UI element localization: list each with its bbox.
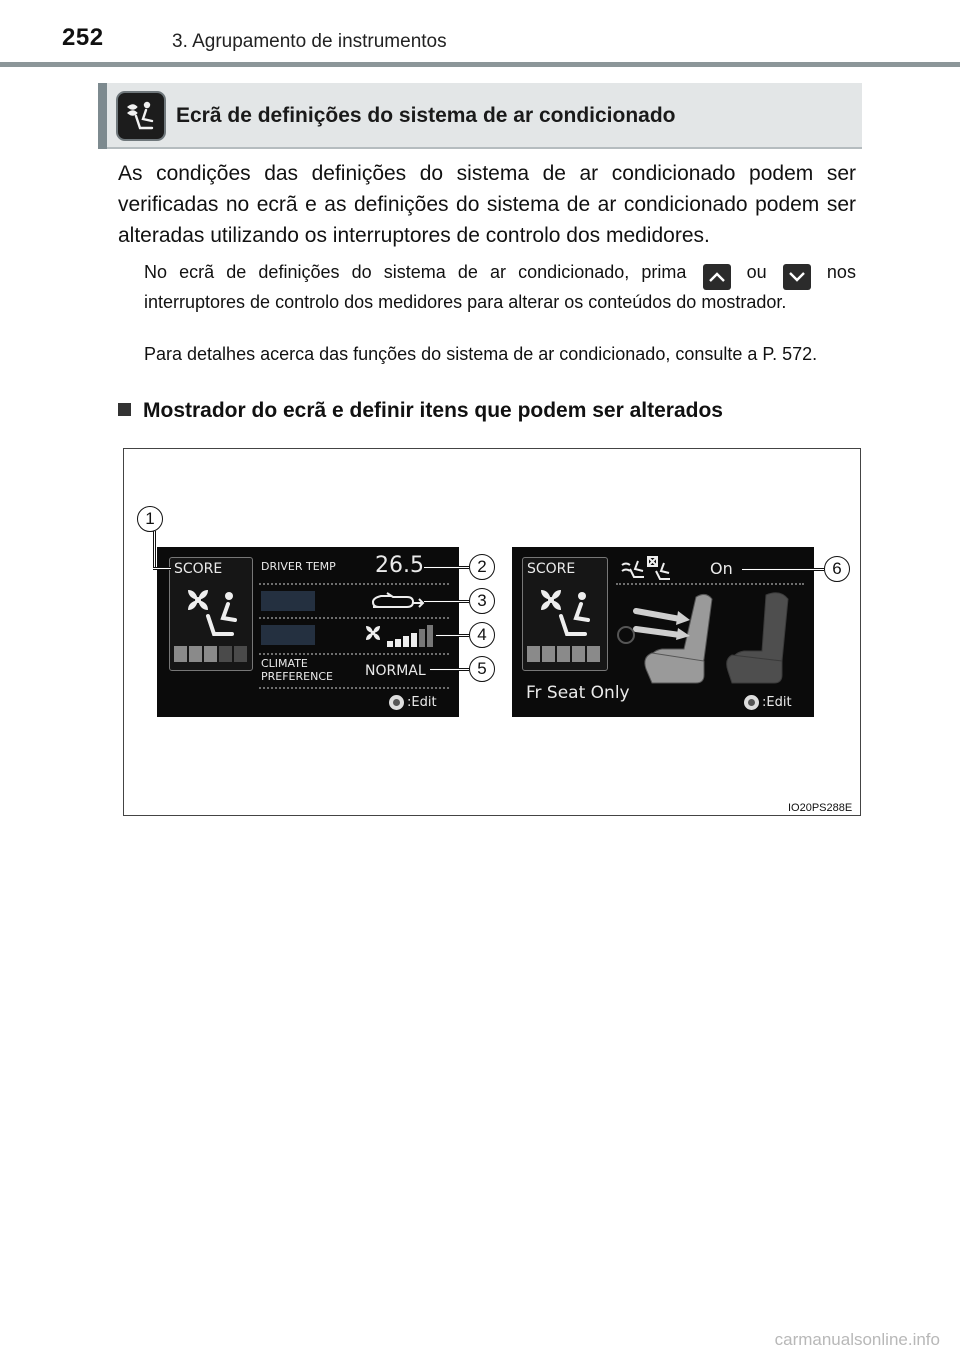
display-screen-settings: [157, 547, 459, 717]
score-segment: [587, 646, 600, 662]
callout-leader-1: [153, 531, 156, 569]
edit-hint: [744, 695, 792, 710]
callout-3: 3: [469, 588, 495, 614]
seat-airflow-icon: [620, 555, 678, 581]
note-paragraph-1: [144, 260, 856, 315]
climate-seat-icon: [116, 91, 166, 141]
callout-2: 2: [469, 554, 495, 580]
intro-paragraph: As condições das definições do sistema de ar condicionado podem ser verificadas no ecrã e as definições do sistema de ar condicionado podem ser alteradas utilizando os interruptores de controlo dos medidores.: [118, 162, 856, 247]
climate-label-line2: PREFERENCE: [261, 670, 333, 683]
callout-leader-5: [430, 668, 469, 671]
score-segment: [557, 646, 570, 662]
section-accent-bar: [98, 83, 107, 149]
fan-seat-icon: [535, 584, 597, 640]
watermark: carmanualsonline.info: [774, 1330, 940, 1349]
blank-field: [261, 625, 315, 645]
score-segment: [527, 646, 540, 662]
recirculation-icon: [369, 591, 425, 613]
callout-leader-1: [153, 567, 171, 570]
callout-4: 4: [469, 622, 495, 648]
score-segment: [542, 646, 555, 662]
score-segment: [204, 646, 217, 662]
score-segment: [234, 646, 247, 662]
blank-field: [261, 591, 315, 611]
subheading: [118, 399, 723, 423]
score-segment: [174, 646, 187, 662]
subheading-text: Mostrador do ecrã e definir itens que podem ser alterados: [143, 399, 723, 422]
score-label: SCORE: [174, 561, 223, 577]
figure-code: IO20PS288E: [788, 802, 853, 814]
divider: [259, 583, 449, 585]
dial-icon: [389, 695, 404, 710]
callout-leader-4: [436, 634, 469, 637]
note1-text-or: ou: [746, 262, 767, 282]
fan-speed-icon: [363, 621, 437, 649]
score-panel: [522, 557, 608, 671]
driver-temp-label: DRIVER TEMP: [261, 560, 336, 573]
score-segment: [572, 646, 585, 662]
up-button-icon: [703, 264, 731, 290]
edit-hint: [389, 695, 437, 710]
climate-value: NORMAL: [365, 663, 426, 679]
dial-icon: [744, 695, 759, 710]
section-title: Ecrã de definições do sistema de ar condicionado: [176, 104, 676, 127]
note1-text-after: nos interruptores de controlo dos medidores para alterar os conteúdos do mostrador.: [144, 262, 856, 312]
down-button-icon: [783, 264, 811, 290]
seat-illustration: [616, 589, 808, 687]
edit-label: :Edit: [407, 695, 437, 710]
header-rule: [0, 62, 960, 67]
note-paragraph-2: Para detalhes acerca das funções do sistema de ar condicionado, consulte a P. 572.: [144, 344, 818, 364]
callout-5: 5: [469, 656, 495, 682]
seat-mode-label: Fr Seat Only: [526, 683, 630, 703]
score-segment: [189, 646, 202, 662]
chapter-title: 3. Agrupamento de instrumentos: [172, 31, 447, 52]
display-screen-seat: [512, 547, 814, 717]
callout-leader-2: [424, 566, 469, 569]
status-value: On: [710, 559, 733, 578]
divider: [616, 583, 804, 585]
divider: [259, 653, 449, 655]
callout-1: 1: [137, 506, 163, 532]
climate-label-line1: CLIMATE: [261, 657, 308, 670]
divider: [259, 687, 449, 689]
callout-leader-6: [742, 568, 824, 571]
square-bullet-icon: [118, 403, 131, 416]
callout-leader-3: [424, 600, 469, 603]
driver-temp-value: 26.5: [375, 553, 424, 578]
divider: [259, 617, 449, 619]
score-segment: [219, 646, 232, 662]
page-number: 252: [62, 24, 104, 51]
edit-label: :Edit: [762, 695, 792, 710]
callout-6: 6: [824, 556, 850, 582]
score-panel: [169, 557, 253, 671]
note1-text-before: No ecrã de definições do sistema de ar condicionado, prima: [144, 262, 687, 282]
score-label: SCORE: [527, 561, 576, 577]
fan-seat-icon: [182, 584, 244, 640]
